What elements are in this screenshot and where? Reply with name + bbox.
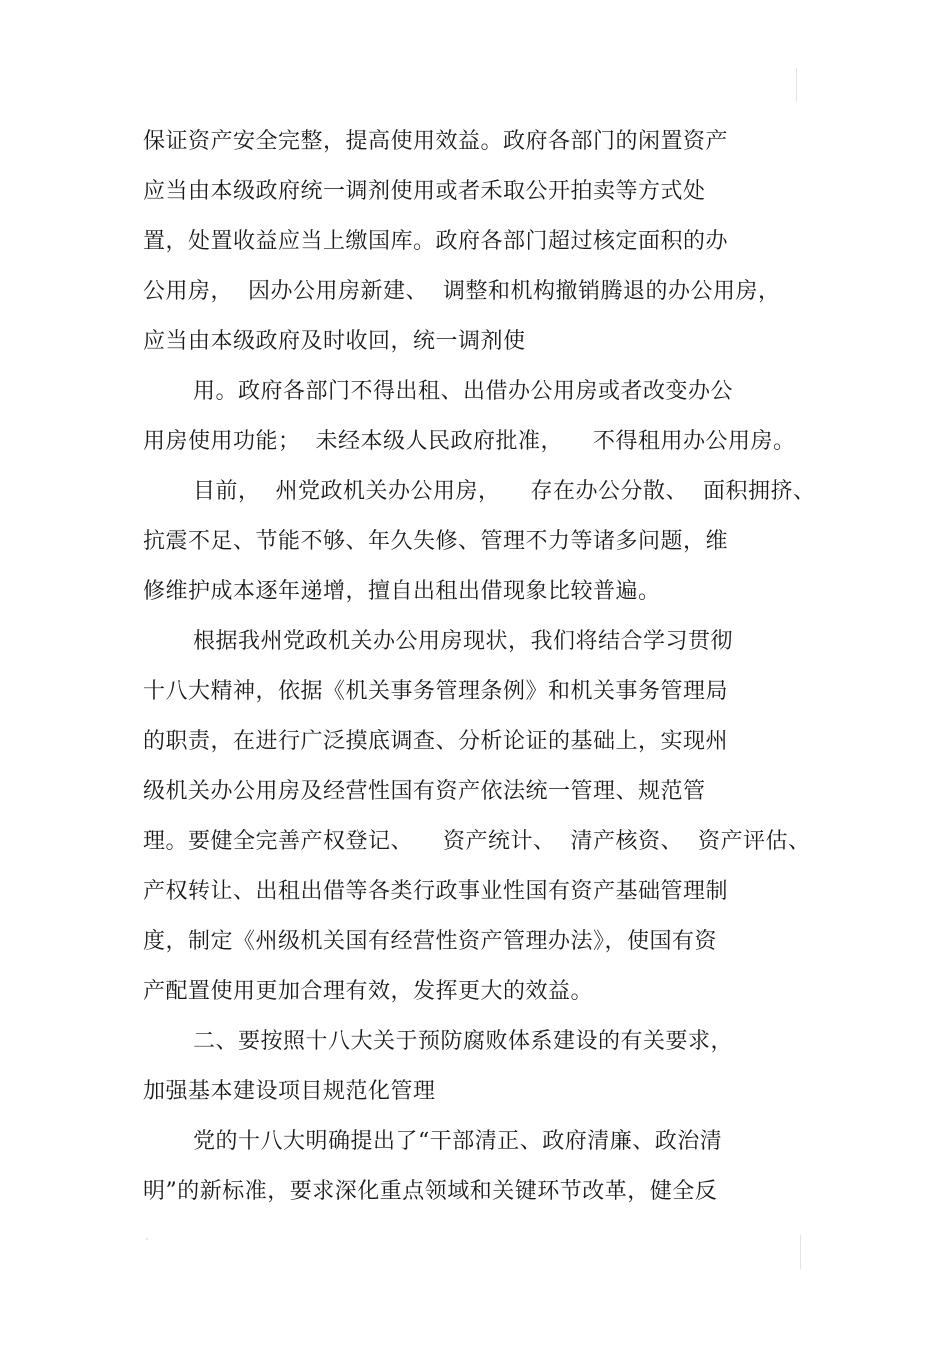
text-line-21: 党的十八大明确提出了“干部清正、政府清廉、政治清 xyxy=(193,1129,723,1154)
text-line-10: 修维护成本逐年递增，擅自出租出借现象比较普遍。 xyxy=(143,579,661,604)
text-line-22: 明”的新标准，要求深化重点领域和关键环节改革，健全反 xyxy=(143,1179,718,1204)
text-line-4: 公用房， 因办公用房新建、 调整和机构撤销腾退的办公用房， xyxy=(143,279,781,304)
text-line-11: 根据我州党政机关办公用房现状，我们将结合学习贯彻 xyxy=(193,629,734,654)
text-line-14: 级机关办公用房及经营性国有资产依法统一管理、规范管 xyxy=(143,779,706,804)
text-line-9: 抗震不足、节能不够、年久失修、管理不力等诸多问题，维 xyxy=(143,529,729,554)
margin-mark-top xyxy=(796,68,797,102)
text-line-6: 用。政府各部门不得出租、出借办公用房或者改变办公 xyxy=(193,379,734,404)
margin-mark-bottom xyxy=(800,1235,801,1269)
text-line-18: 产配置使用更加合理有效，发挥更大的效益。 xyxy=(143,979,594,1004)
margin-dot xyxy=(146,1238,148,1240)
text-line-12: 十八大精神，依据《机关事务管理条例》和机关事务管理局 xyxy=(143,679,729,704)
text-line-2: 应当由本级政府统一调剂使用或者禾取公开拍卖等方式处 xyxy=(143,179,706,204)
text-line-13: 的职责，在进行广泛摸底调查、分析论证的基础上，实现州 xyxy=(143,729,729,754)
text-line-7: 用房使用功能； 未经本级人民政府批准， 不得租用办公用房。 xyxy=(143,429,796,454)
text-line-16: 产权转让、出租出借等各类行政事业性国有资产基础管理制 xyxy=(143,879,729,904)
text-line-17: 度，制定《州级机关国有经营性资产管理办法》，使国有资 xyxy=(143,929,718,954)
text-line-15: 理。要健全完善产权登记、 资产统计、 清产核资、 资产评估、 xyxy=(143,829,811,854)
section-heading-line-1: 二、要按照十八大关于预防腐败体系建设的有关要求， xyxy=(193,1029,734,1054)
text-line-8: 目前， 州党政机关办公用房， 存在办公分散、 面积拥挤、 xyxy=(193,479,816,504)
text-line-1: 保证资产安全完整，提高使用效益。政府各部门的闲置资产 xyxy=(143,129,729,154)
section-heading-line-2: 加强基本建设项目规范化管理 xyxy=(143,1079,436,1104)
text-line-5: 应当由本级政府及时收回，统一调剂使 xyxy=(143,329,526,354)
text-line-3: 置，处置收益应当上缴国库。政府各部门超过核定面积的办 xyxy=(143,229,729,254)
